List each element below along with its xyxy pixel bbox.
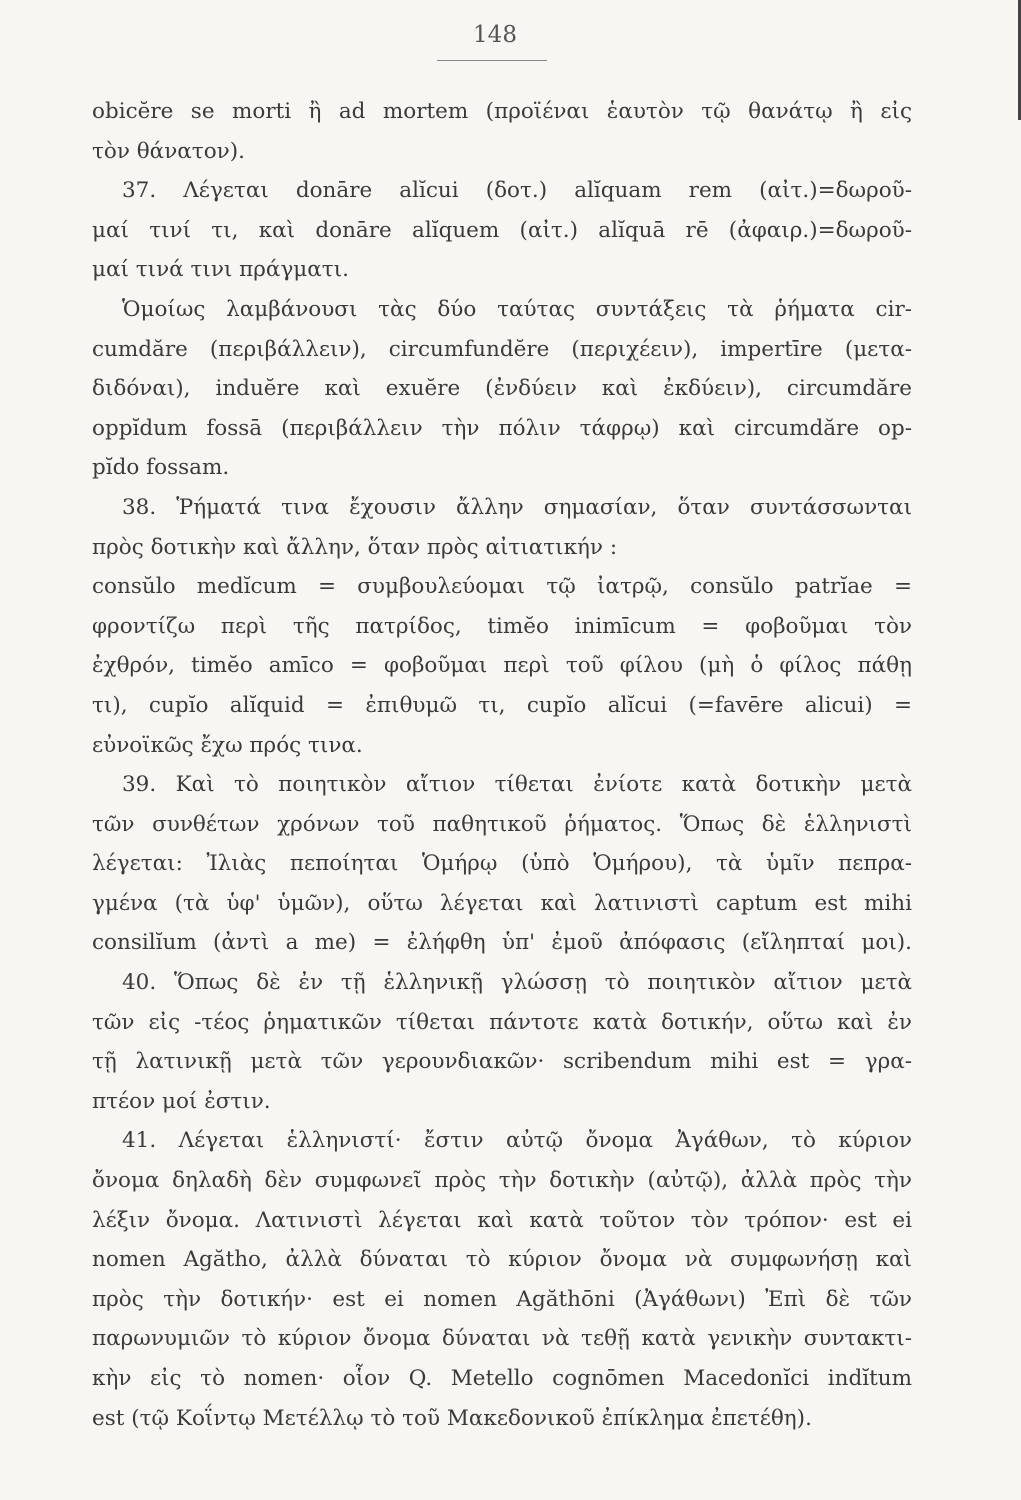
text-line: est (τῷ Κοΐντῳ Μετέλλῳ τὸ τοῦ Μακεδονικοῦ ἐπίκλημα ἐπετέθη). — [92, 1405, 812, 1431]
text-line: τῇ λατινικῇ μετὰ τῶν γερουνδιακῶν· scribendum mihi est = γρα- — [92, 1049, 912, 1075]
text-line: διδόναι), induĕre καὶ exuĕre (ἐνδύειν καὶ ἐκδύειν), circumdăre — [92, 376, 912, 402]
text-line: τῶν συνθέτων χρόνων τοῦ παθητικοῦ ῥήματος. Ὅπως δὲ ἑλληνιστὶ — [92, 811, 912, 837]
text-line: consŭlo medĭcum = συμβουλεύομαι τῷ ἰατρῷ, consŭlo patrĭae = — [92, 574, 912, 600]
text-line: πρὸς τὴν δοτικήν· est ei nomen Agăthōni (Ἀγάθωνι) Ἐπὶ δὲ τῶν — [92, 1286, 912, 1312]
text-line: Ὁμοίως λαμβάνουσι τὰς δύο ταύτας συντάξεις τὰ ῥήματα cir- — [122, 296, 912, 322]
text-line: cumdăre (περιβάλλειν), circumfundĕre (περιχέειν), impertīre (μετα- — [92, 336, 912, 362]
text-line: 38. Ῥήματά τινα ἔχουσιν ἄλλην σημασίαν, ὅταν συντάσσωνται — [122, 494, 912, 520]
text-line: κὴν εἰς τὸ nomen· οἷον Q. Metello cognōmen Macedonĭci indĭtum — [92, 1366, 912, 1391]
text-line: ὄνομα δηλαδὴ δὲν συμφωνεῖ πρὸς τὴν δοτικὴν (αὐτῷ), ἀλλὰ πρὸς τὴν — [92, 1168, 912, 1194]
text-line: 40. Ὅπως δὲ ἐν τῇ ἑλληνικῇ γλώσσῃ τὸ ποιητικὸν αἴτιον μετὰ — [122, 970, 912, 996]
text-line: 37. Λέγεται donāre alĭcui (δοτ.) alĭquam rem (αἰτ.)=δωροῦ- — [122, 178, 912, 204]
text-line: γμένα (τὰ ὑφ' ὑμῶν), οὕτω λέγεται καὶ λατινιστὶ captum est mihi — [92, 890, 912, 916]
text-line: μαί τινά τινι πράγματι. — [92, 257, 349, 283]
text-line: παρωνυμιῶν τὸ κύριον ὄνομα δύναται νὰ τεθῇ κατὰ γενικὴν συντακτι- — [92, 1326, 912, 1352]
text-line: πτέον μοί ἐστιν. — [92, 1088, 271, 1114]
text-line: εὐνοϊκῶς ἔχω πρός τινα. — [92, 732, 363, 758]
text-line: oppĭdum fossā (περιβάλλειν τὴν πόλιν τάφρῳ) καὶ circumdăre op- — [92, 415, 912, 441]
page-number: 148 — [473, 22, 517, 48]
body-text — [92, 92, 912, 1438]
text-line: λέξιν ὄνομα. Λατινιστὶ λέγεται καὶ κατὰ τοῦτον τὸν τρόπον· est ei — [92, 1207, 912, 1233]
text-line: 39. Καὶ τὸ ποιητικὸν αἴτιον τίθεται ἐνίοτε κατὰ δοτικὴν μετὰ — [122, 772, 912, 798]
text-line: τι), cupĭo alĭquid = ἐπιθυμῶ τι, cupĭo alĭcui (=favēre alicui) = — [92, 692, 912, 718]
text-line: τῶν εἰς -τέος ῥηματικῶν τίθεται πάντοτε κατὰ δοτικήν, οὕτω καὶ ἐν — [92, 1009, 912, 1035]
text-line: pĭdo fossam. — [92, 455, 230, 481]
text-line: nomen Agătho, ἀλλὰ δύναται τὸ κύριον ὄνομα νὰ συμφωνήσῃ καὶ — [92, 1247, 912, 1273]
text-line: 41. Λέγεται ἑλληνιστί· ἔστιν αὐτῷ ὄνομα Ἀγάθων, τὸ κύριον — [122, 1128, 912, 1154]
header-rule — [437, 60, 547, 61]
text-line: ἐχθρόν, timĕo amīco = φοβοῦμαι περὶ τοῦ φίλου (μὴ ὁ φίλος πάθῃ — [92, 653, 912, 679]
text-line: μαί τινί τι, καὶ donāre alĭquem (αἰτ.) alĭquā rē (ἀφαιρ.)=δωροῦ- — [92, 217, 912, 243]
text-line: consilĭum (ἀντὶ a me) = ἐλήφθη ὑπ' ἐμοῦ ἀπόφασις (εἴληπταί μοι). — [92, 930, 912, 956]
text-line: τὸν θάνατον). — [92, 138, 245, 164]
text-line: obicĕre se morti ἢ ad mortem (προϊέναι ἑαυτὸν τῷ θανάτῳ ἢ εἰς — [92, 99, 912, 124]
text-line: λέγεται: Ἰλιὰς πεποίηται Ὁμήρῳ (ὑπὸ Ὁμήρου), τὰ ὑμῖν πεπρα- — [92, 851, 912, 877]
text-line: φροντίζω περὶ τῆς πατρίδος, timĕo inimīcum = φοβοῦμαι τὸν — [92, 613, 912, 639]
text-line: πρὸς δοτικὴν καὶ ἄλλην, ὅταν πρὸς αἰτιατικήν : — [92, 534, 618, 560]
